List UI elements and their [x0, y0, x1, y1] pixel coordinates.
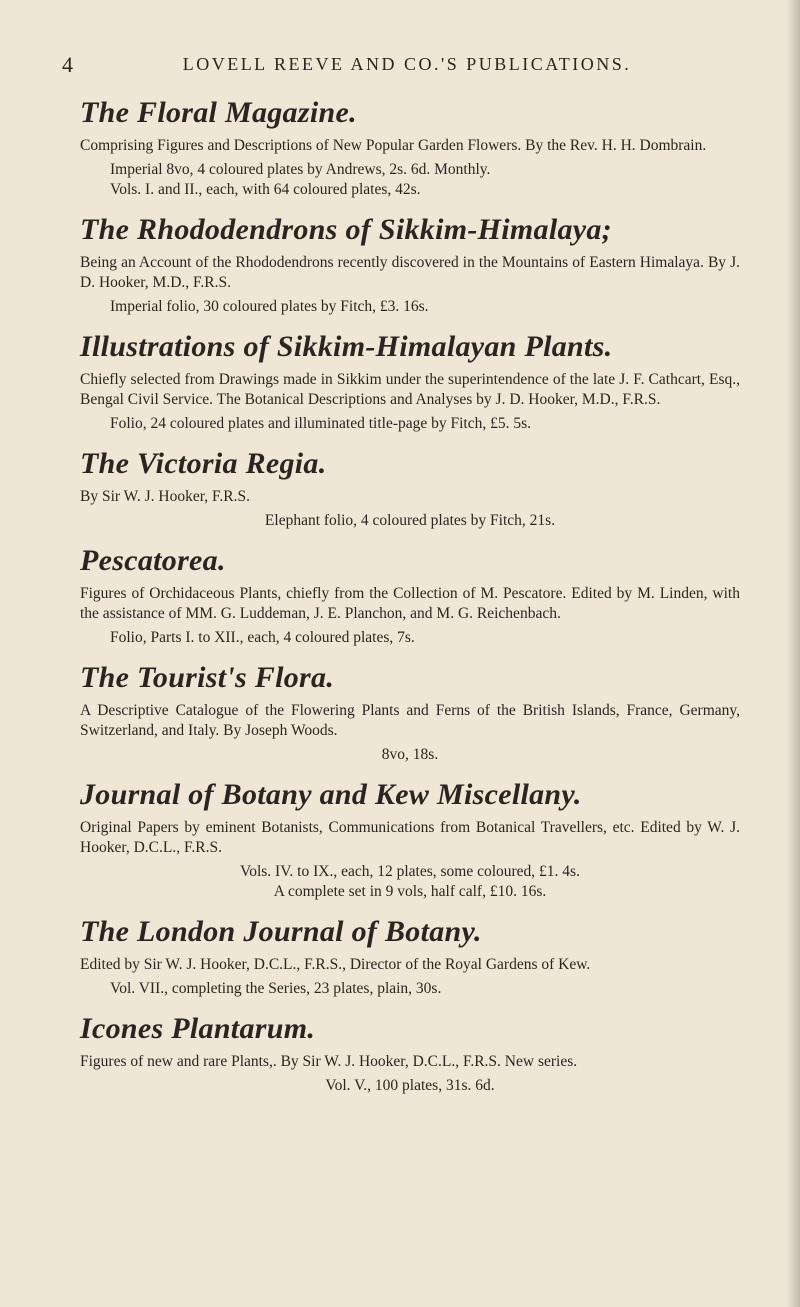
publication-title: The Tourist's Flora.: [80, 661, 335, 694]
publication-title: The Floral Magazine.: [80, 96, 357, 129]
publication-description: Original Papers by eminent Botanists, Communications from Botanical Travellers, etc. Edited by W. J. Hooker, D.C.L., F.R.S.: [80, 819, 740, 856]
publication-title: The London Journal of Botany.: [80, 915, 482, 948]
publication-title: Pescatorea.: [80, 544, 226, 577]
publication-details: A complete set in 9 vols, half calf, £10. 16s.: [273, 883, 547, 900]
running-head: [62, 52, 752, 76]
publication-details: Vol. VII., completing the Series, 23 plates, plain, 30s.: [110, 980, 442, 997]
publication-entry: [80, 661, 740, 765]
publication-entry: [80, 544, 740, 648]
publication-description: Edited by Sir W. J. Hooker, D.C.L., F.R.S., Director of the Royal Gardens of Kew.: [80, 956, 591, 973]
publication-description: By Sir W. J. Hooker, F.R.S.: [80, 488, 250, 505]
publication-entry: [80, 330, 740, 434]
publication-entry: [80, 96, 740, 200]
publication-title: Journal of Botany and Kew Miscellany.: [80, 778, 582, 811]
page-edge-shadow: [786, 0, 800, 1307]
publication-details: Vol. V., 100 plates, 31s. 6d.: [325, 1077, 495, 1094]
publication-details: Vols. IV. to IX., each, 12 plates, some coloured, £1. 4s.: [240, 863, 580, 880]
publication-description: Chiefly selected from Drawings made in Sikkim under the superintendence of the late J. F. Cathcart, Esq., Bengal Civil Service. The Botanical Descriptions and Analyses by J. D. Hooker, M.D., F.R.S.: [80, 371, 740, 408]
publication-description: Figures of new and rare Plants,. By Sir W. J. Hooker, D.C.L., F.R.S. New series.: [80, 1053, 578, 1070]
page-number: 4: [62, 52, 73, 77]
publication-details: Imperial 8vo, 4 coloured plates by Andrews, 2s. 6d. Monthly.: [110, 161, 491, 178]
publication-entry: [80, 1012, 740, 1096]
publication-description: Being an Account of the Rhododendrons recently discovered in the Mountains of Eastern Himalaya. By J. D. Hooker, M.D., F.R.S.: [80, 254, 740, 291]
publication-entry: [80, 447, 740, 531]
publication-entry: [80, 778, 740, 902]
publication-list: [80, 96, 740, 1109]
publication-details: Folio, 24 coloured plates and illuminated title-page by Fitch, £5. 5s.: [110, 415, 532, 432]
publication-description: A Descriptive Catalogue of the Flowering Plants and Ferns of the British Islands, France, Germany, Switzerland, and Italy. By Joseph Woods.: [80, 702, 740, 739]
publication-entry: [80, 213, 740, 317]
publication-details: Vols. I. and II., each, with 64 coloured plates, 42s.: [110, 181, 421, 198]
publication-details: Imperial folio, 30 coloured plates by Fitch, £3. 16s.: [110, 298, 429, 315]
publication-title: Icones Plantarum.: [80, 1012, 316, 1045]
publication-entry: [80, 915, 740, 999]
publication-details: 8vo, 18s.: [381, 746, 439, 763]
publication-description: Comprising Figures and Descriptions of New Popular Garden Flowers. By the Rev. H. H. Dombrain.: [80, 137, 707, 154]
publication-details: Elephant folio, 4 coloured plates by Fitch, 21s.: [264, 512, 556, 529]
publication-title: The Victoria Regia.: [80, 447, 327, 480]
publication-title: The Rhododendrons of Sikkim-Himalaya;: [80, 213, 612, 246]
publication-details: Folio, Parts I. to XII., each, 4 coloured plates, 7s.: [110, 629, 415, 646]
publication-description: Figures of Orchidaceous Plants, chiefly from the Collection of M. Pescatore. Edited by M. Linden, with the assistance of MM. G. Luddeman, J. E. Planchon, and M. G. Reichenbach.: [80, 585, 740, 622]
publication-title: Illustrations of Sikkim-Himalayan Plants.: [80, 330, 613, 363]
running-head-title: LOVELL REEVE AND CO.'S PUBLICATIONS.: [182, 54, 632, 74]
